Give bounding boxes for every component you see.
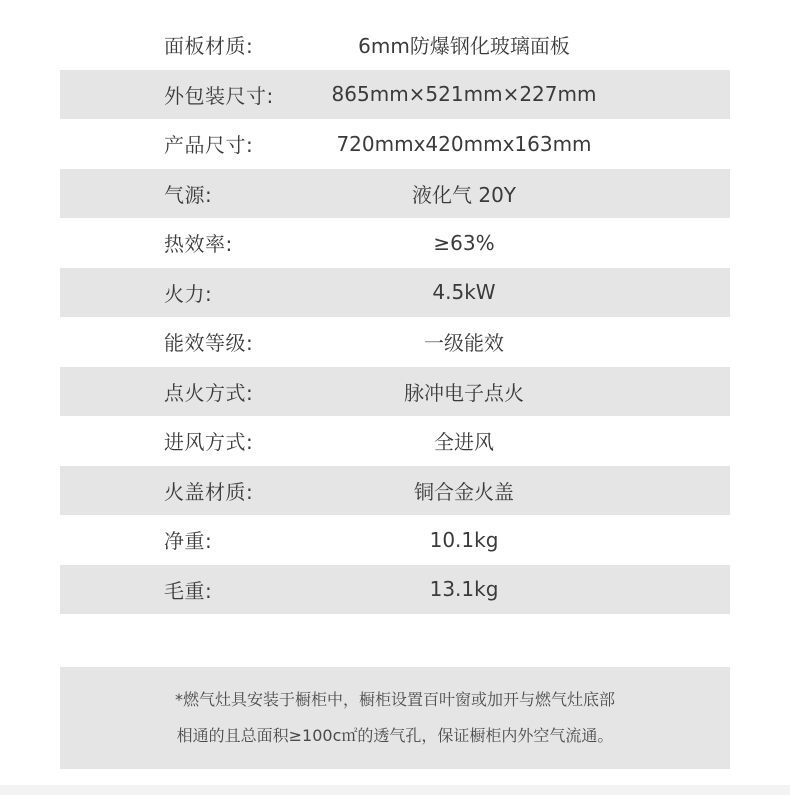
spec-label: 火盖材质: <box>164 479 254 504</box>
spec-value: 液化气 20Y <box>411 182 517 207</box>
spec-table <box>60 20 730 614</box>
spec-value: 720mmx420mmx163mm <box>336 131 592 156</box>
note-line-2: 相通的且总面积≥100c㎡的透气孔，保证橱柜内外空气流通。 <box>176 726 614 745</box>
spec-label: 气源: <box>164 182 213 207</box>
spec-label: 能效等级: <box>164 331 254 356</box>
spec-row-thermal-efficiency <box>60 218 730 268</box>
spec-row-panel-material <box>60 20 730 70</box>
spec-label: 热效率: <box>164 232 233 257</box>
spec-value: 一级能效 <box>424 331 504 356</box>
spec-value: 全进风 <box>434 430 494 455</box>
installation-note <box>60 667 730 769</box>
spec-value: 865mm×521mm×227mm <box>331 82 597 107</box>
spec-value: ≥63% <box>433 230 495 255</box>
spec-label: 外包装尺寸: <box>164 83 274 108</box>
spec-row-firepower <box>60 268 730 318</box>
spec-value: 6mm防爆钢化玻璃面板 <box>358 34 570 59</box>
spec-value: 脉冲电子点火 <box>404 380 524 405</box>
spec-label: 进风方式: <box>164 430 254 455</box>
spec-row-gross-weight <box>60 565 730 615</box>
spec-row-air-intake <box>60 416 730 466</box>
bottom-divider <box>0 785 790 795</box>
spec-row-gas-source <box>60 169 730 219</box>
spec-label: 产品尺寸: <box>164 133 254 158</box>
spec-row-burner-cap <box>60 466 730 516</box>
spec-row-ignition <box>60 367 730 417</box>
spec-label: 火力: <box>164 281 213 306</box>
spec-value: 10.1kg <box>429 527 499 552</box>
spec-value: 铜合金火盖 <box>414 479 514 504</box>
spec-value: 4.5kW <box>432 280 496 305</box>
spec-label: 毛重: <box>164 578 213 603</box>
spec-row-net-weight <box>60 515 730 565</box>
spec-row-package-size <box>60 70 730 120</box>
spec-value: 13.1kg <box>429 577 499 602</box>
note-line-1: *燃气灶具安装于橱柜中，橱柜设置百叶窗或加开与燃气灶底部 <box>174 690 615 709</box>
spec-label: 点火方式: <box>164 380 254 405</box>
spec-label: 净重: <box>164 529 213 554</box>
spec-row-product-size <box>60 119 730 169</box>
spec-row-energy-grade <box>60 317 730 367</box>
spec-label: 面板材质: <box>164 34 254 59</box>
